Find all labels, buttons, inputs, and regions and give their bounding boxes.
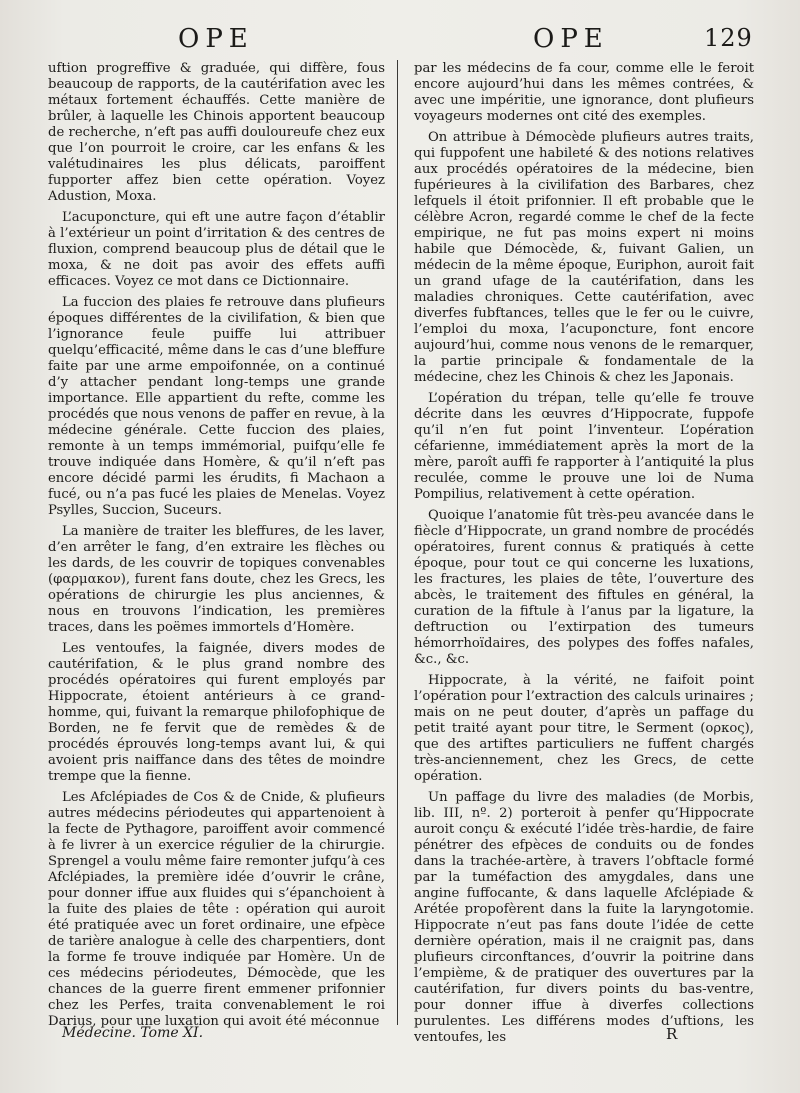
running-header — [0, 24, 800, 56]
column-divider — [397, 60, 398, 1025]
paragraph: Hippocrate, à la vérité, ne faifoit point l’opération pour l’extraction des calculs urinaires ; mais on ne peut douter, d’après un paffage du petit traité ayant pour titre, le Serment (ορκος), que des artiftes particuliers ne fuffent chargés très-anciennement, chez les Grecs, de cette opération. — [414, 673, 754, 784]
paragraph: Un paffage du livre des maladies (de Morbis, lib. III, nº. 2) porteroit à penfer qu’Hippocrate auroit conçu & exécuté l’idée très-hardie, de faire pénétrer des efpèces de conduits ou de fondes dans la trachée-artère, à travers l’obftacle formé par la tuméfaction des amygdales, dans une angine fuffocante, & dans laquelle Afclépiade & Arétée propofèrent dans la fuite la laryngotomie. Hippocrate n’eut pas fans doute l’idée de cette dernière opération, mais il ne craignit pas, dans plufieurs circonftances, d’ouvrir la poitrine dans l’empième, & de pratiquer des ouvertures par la cautérifation, fur divers points du bas-ventre, pour donner iffue à diverfes collections purulentes. Les différens modes d’uftions, les ventoufes, les — [414, 790, 754, 1045]
paragraph: par les médecins de fa cour, comme elle le feroit encore aujourd’hui dans les mêmes contrées, & avec une impéritie, une ignorance, dont plufieurs voyageurs modernes ont cité des exemples. — [414, 61, 754, 124]
left-text-column — [48, 61, 385, 1029]
header-right-title: OPE — [533, 24, 609, 54]
header-left-title: OPE — [178, 24, 254, 54]
paragraph: L’acuponcture, qui eft une autre façon d’établir à l’extérieur un point d’irritation & des centres de fluxion, comprend beaucoup plus de détail que le moxa, & ne doit pas avoir des effets auffi efficaces. Voyez ce mot dans ce Dictionnaire. — [48, 210, 385, 289]
paragraph: On attribue à Démocède plufieurs autres traits, qui fuppofent une habileté & des notions relatives aux procédés opératoires de la médecine, bien fupérieures à la civilifation des Barbares, chez lefquels il étoit prifonnier. Il eft probable que le célèbre Acron, regardé comme le chef de la fecte empirique, ne fut pas moins expert ni moins habile que Démocède, &, fuivant Galien, un médecin de la même époque, Euriphon, auroit fait un grand ufage de la cautérifation, dans les maladies chroniques. Cette cautérifation, avec diverfes fubftances, telles que le fer ou le cuivre, l’emploi du moxa, l’acuponcture, font encore aujourd’hui, comme nous venons de le remarquer, la partie principale & fondamentale de la médecine, chez les Chinois & chez les Japonais. — [414, 130, 754, 385]
signature-line: Médecine. Tome XI. — [62, 1025, 204, 1041]
paragraph: Les ventoufes, la faignée, divers modes de cautérifation, & le plus grand nombre des procédés opératoires qui furent employés par Hippocrate, étoient antérieurs à ce grand-homme, qui, fuivant la remarque philofophique de Borden, ne fe fervit que de remèdes & de procédés éprouvés long-temps avant lui, & qui avoient pris naiffance dans des têtes de moindre trempe que la fienne. — [48, 641, 385, 784]
right-text-column — [414, 61, 754, 1045]
paragraph: La fuccion des plaies fe retrouve dans plufieurs époques différentes de la civilifation, & bien que l’ignorance feule puiffe lui attribuer quelqu’efficacité, même dans le cas d’une bleffure faite par une arme empoifonnée, on a continué d’y attacher pendant long-temps une grande importance. Elle appartient du refte, comme les procédés que nous venons de paffer en revue, à la médecine générale. Cette fuccion des plaies, remonte à un temps immémorial, puifqu’elle fe trouve indiquée dans Homère, & qu’il n’eft pas encore décidé parmi les érudits, fi Machaon a fucé, ou n’a pas fucé les plaies de Menelas. Voyez Psylles, Succion, Suceurs. — [48, 295, 385, 518]
page-number: 129 — [704, 24, 753, 52]
paragraph: uftion progreffive & graduée, qui diffère, fous beaucoup de rapports, de la cautérifation avec les métaux fortement échauffés. Cette manière de brûler, à laquelle les Chinois apportent beaucoup de recherche, n’eft pas auffi douloureufe chez eux que l’on pourroit le croire, car les enfans & les valétudinaires les plus délicats, paroiffent fupporter affez bien cette opération. Voyez Adustion, Moxa. — [48, 61, 385, 204]
paragraph: La manière de traiter les bleffures, de les laver, d’en arrêter le fang, d’en extraire les flèches ou les dards, de les couvrir de topiques convenables (φαρμακον), furent fans doute, chez les Grecs, les opérations de chirurgie les plus anciennes, & nous en trouvons l’indication, les premières traces, dans les poëmes immortels d’Homère. — [48, 524, 385, 635]
paragraph: L’opération du trépan, telle qu’elle fe trouve décrite dans les œuvres d’Hippocrate, fuppofe qu’il n’en fut point l’inventeur. L’opération céfarienne, immédiatement après la mort de la mère, paroît auffi fe rapporter à l’antiquité la plus reculée, comme le prouve une loi de Numa Pompilius, relativement à cette opération. — [414, 391, 754, 502]
paragraph: Les Afclépiades de Cos & de Cnide, & plufieurs autres médecins périodeutes qui appartenoient à la fecte de Pythagore, paroiffent avoir commencé à fe livrer à un exercice régulier de la chirurgie. Sprengel a voulu même faire remonter jufqu’à ces Afclépiades, la première idée d’ouvrir le crâne, pour donner iffue aux fluides qui s’épanchoient à la fuite des plaies de tête : opération qui auroit été pratiquée avec un foret ordinaire, une efpèce de tarière analogue à celle des charpentiers, dont la forme fe trouve indiquée par Homère. Un de ces médecins périodeutes, Démocède, que les chances de la guerre firent emmener prifonnier chez les Perfes, traita convenablement le roi Darius, pour une luxation qui avoit été méconnue — [48, 790, 385, 1029]
page-footer — [0, 1025, 800, 1047]
signature-mark: R — [666, 1025, 678, 1043]
paragraph: Quoique l’anatomie fût très-peu avancée dans le fiècle d’Hippocrate, un grand nombre de procédés opératoires, furent connus & pratiqués à cette époque, pour tout ce qui concerne les luxations, les fractures, les plaies de tête, l’ouverture des abcès, le traitement des fiftules en général, la curation de la fiftule à l’anus par la ligature, la deftruction ou l’extirpation des tumeurs hémorrhoïdaires, des polypes des foffes nafales, &c., &c. — [414, 508, 754, 667]
